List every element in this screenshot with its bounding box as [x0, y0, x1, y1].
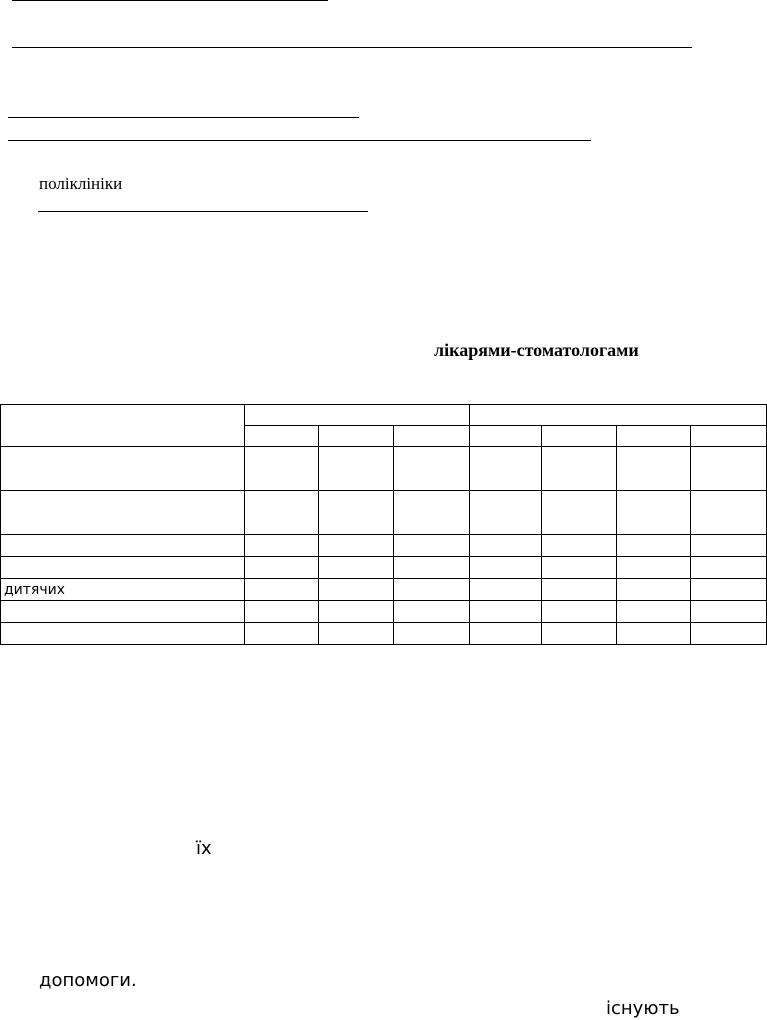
- data-table: [0, 404, 767, 645]
- table-group-header-1: [245, 405, 470, 426]
- table-group-header-2: [470, 405, 767, 426]
- doctors-heading: лікарями-стоматологами: [434, 340, 639, 360]
- table-subheader: [691, 426, 767, 447]
- row-label: [1, 491, 245, 535]
- row-label: [1, 601, 245, 623]
- help-label: допомоги.: [39, 970, 137, 991]
- blank-line-3: [8, 117, 359, 118]
- exist-label: існують: [606, 998, 680, 1019]
- table-subheader: [245, 426, 319, 447]
- table-row: [1, 557, 767, 579]
- table-subheader: [617, 426, 691, 447]
- row-label: [1, 623, 245, 645]
- row-label: [1, 557, 245, 579]
- table-subheader: [394, 426, 470, 447]
- table-subheader: [470, 426, 542, 447]
- blank-line-5: [38, 211, 368, 212]
- blank-line-2: [12, 47, 692, 48]
- table-row: [1, 535, 767, 557]
- row-label: [1, 447, 245, 491]
- table-row: [1, 579, 767, 601]
- table-header-label: [1, 405, 245, 447]
- table-row: [1, 623, 767, 645]
- row-label: [1, 535, 245, 557]
- row-label: дитячих: [1, 579, 245, 601]
- their-label: їх: [196, 838, 212, 859]
- table-row: [1, 491, 767, 535]
- blank-line-1: [12, 0, 328, 1]
- table-subheader: [319, 426, 394, 447]
- policlinic-label: поліклініки: [39, 174, 123, 193]
- blank-line-4: [8, 140, 591, 141]
- table-row: [1, 601, 767, 623]
- table-row: [1, 447, 767, 491]
- table-subheader: [542, 426, 617, 447]
